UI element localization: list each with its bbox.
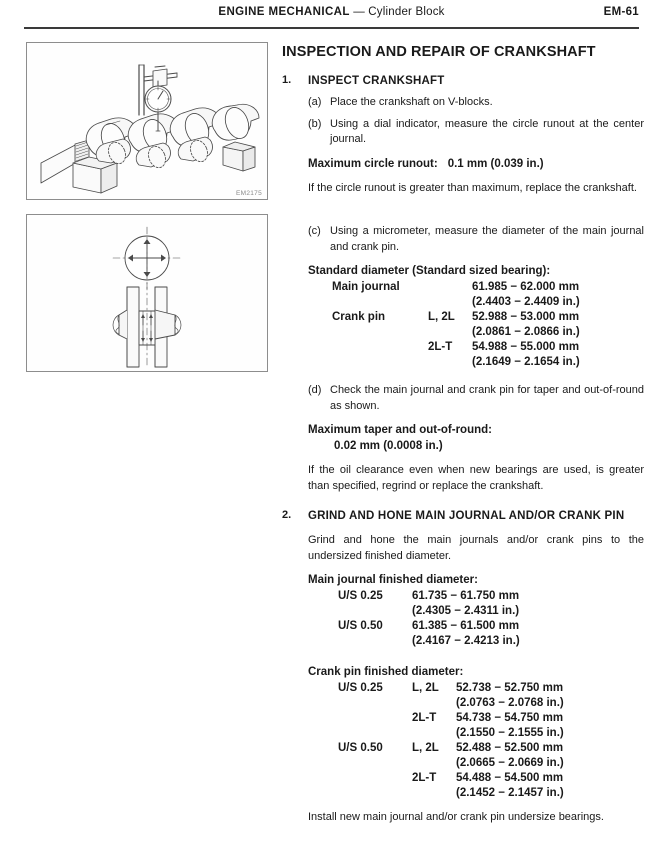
row-value: 61.735 − 61.750 mm bbox=[412, 590, 520, 602]
row-variant: L, 2L bbox=[412, 682, 439, 694]
table-row bbox=[308, 741, 564, 756]
row-label bbox=[308, 634, 412, 649]
row-label bbox=[308, 756, 412, 771]
figure-caption: EM2175 bbox=[235, 190, 262, 197]
row-variant bbox=[428, 295, 472, 310]
row-variant bbox=[412, 786, 456, 801]
taper-out-of-round-illustration bbox=[27, 215, 267, 371]
substep-b-text: Using a dial indicator, measure the circle runout at the center journal. bbox=[330, 117, 644, 145]
row-label bbox=[308, 726, 412, 741]
table-row bbox=[308, 756, 564, 771]
figure-crankshaft-on-v-blocks bbox=[26, 42, 268, 200]
table-row bbox=[308, 619, 520, 634]
row-value: (2.0763 − 2.0768 in.) bbox=[456, 697, 564, 709]
standard-diameter-heading: Standard diameter (Standard sized bearing): bbox=[308, 265, 551, 277]
step-2-paragraph-2: Install new main journal and/or crank pin undersize bearings. bbox=[308, 811, 604, 823]
row-value: (2.1649 − 2.1654 in.) bbox=[472, 356, 580, 368]
spec-maximum-circle-runout bbox=[308, 157, 644, 172]
row-variant: 2L-T bbox=[428, 341, 453, 353]
row-value: (2.1550 − 2.1555 in.) bbox=[456, 727, 564, 739]
step-1-paragraph-1: If the circle runout is greater than maximum, replace the crankshaft. bbox=[308, 181, 637, 194]
illustration-column bbox=[26, 42, 268, 372]
table-row bbox=[308, 604, 520, 619]
page-header-title bbox=[0, 6, 663, 18]
table-row bbox=[308, 325, 580, 340]
row-label bbox=[308, 355, 428, 370]
substep-a-letter: (a) bbox=[308, 96, 322, 108]
row-label: U/S 0.50 bbox=[338, 742, 383, 754]
row-label bbox=[308, 771, 412, 786]
crank-pin-finished-table bbox=[308, 681, 564, 801]
row-label: U/S 0.25 bbox=[338, 682, 383, 694]
row-label bbox=[308, 340, 428, 355]
substep-c bbox=[308, 224, 644, 255]
table-row bbox=[308, 355, 580, 370]
step-2-heading: GRIND AND HONE MAIN JOURNAL AND/OR CRANK PIN bbox=[308, 510, 625, 522]
table-row bbox=[308, 771, 564, 786]
row-value: 54.488 − 54.500 mm bbox=[456, 772, 564, 784]
page-header bbox=[0, 6, 663, 26]
row-label bbox=[308, 295, 428, 310]
step-2-paragraph-1: Grind and hone the main journals and/or crank pins to the undersized finished diameter. bbox=[308, 534, 644, 562]
row-variant bbox=[428, 280, 472, 295]
main-journal-finished-table bbox=[308, 589, 520, 649]
content-column bbox=[282, 44, 644, 826]
substep-b bbox=[308, 117, 644, 148]
row-value: 52.738 − 52.750 mm bbox=[456, 682, 564, 694]
row-variant bbox=[412, 696, 456, 711]
page-title: INSPECTION AND REPAIR OF CRANKSHAFT bbox=[282, 44, 596, 60]
row-value: 61.385 − 61.500 mm bbox=[412, 620, 520, 632]
row-variant bbox=[428, 355, 472, 370]
substep-d-text: Check the main journal and crank pin for taper and out-of-round as shown. bbox=[330, 384, 644, 412]
step-1-paragraph-2: If the oil clearance even when new bearings are used, is greater than specified, regrind or replace the crankshaft. bbox=[308, 464, 644, 492]
row-label: Crank pin bbox=[332, 311, 386, 323]
row-label bbox=[308, 696, 412, 711]
row-label: U/S 0.50 bbox=[338, 620, 383, 632]
table-row bbox=[308, 681, 564, 696]
standard-diameter-table bbox=[308, 280, 580, 370]
table-row bbox=[308, 295, 580, 310]
substep-a-text: Place the crankshaft on V-blocks. bbox=[330, 96, 493, 108]
row-label bbox=[308, 325, 428, 340]
row-value: (2.4403 − 2.4409 in.) bbox=[472, 296, 580, 308]
table-row bbox=[308, 589, 520, 604]
row-variant: L, 2L bbox=[428, 311, 455, 323]
row-value: (2.1452 − 2.1457 in.) bbox=[456, 787, 564, 799]
table-row bbox=[308, 711, 564, 726]
table-row bbox=[308, 280, 580, 295]
spec-maximum-taper-value: 0.02 mm (0.0008 in.) bbox=[334, 440, 443, 452]
row-value: (2.4305 − 2.4311 in.) bbox=[412, 605, 520, 617]
main-journal-finished-heading: Main journal finished diameter: bbox=[308, 574, 478, 586]
row-label bbox=[308, 604, 412, 619]
substep-c-text: Using a micrometer, measure the diameter of the main journal and crank pin. bbox=[330, 225, 644, 253]
step-1-number: 1. bbox=[282, 74, 292, 86]
row-value: (2.0665 − 2.0669 in.) bbox=[456, 757, 564, 769]
table-row bbox=[308, 634, 520, 649]
table-row bbox=[308, 786, 564, 801]
substep-d-letter: (d) bbox=[308, 384, 322, 396]
row-value: 54.738 − 54.750 mm bbox=[456, 712, 564, 724]
row-value: (2.4167 − 2.4213 in.) bbox=[412, 635, 520, 647]
step-2 bbox=[282, 509, 644, 524]
table-row bbox=[308, 726, 564, 741]
table-row bbox=[308, 696, 564, 711]
page-number: EM-61 bbox=[603, 6, 639, 18]
row-variant: 2L-T bbox=[412, 712, 437, 724]
row-label: Main journal bbox=[332, 281, 400, 293]
spec-value: 0.1 mm (0.039 in.) bbox=[447, 157, 544, 170]
substep-d bbox=[308, 383, 644, 414]
row-variant: L, 2L bbox=[412, 742, 439, 754]
step-1-heading: INSPECT CRANKSHAFT bbox=[308, 75, 445, 87]
page-header-manual-name: ENGINE MECHANICAL bbox=[218, 6, 350, 18]
row-label bbox=[308, 786, 412, 801]
row-value: 61.985 − 62.000 mm bbox=[472, 281, 580, 293]
page-header-chapter-name: Cylinder Block bbox=[368, 6, 445, 18]
row-label: U/S 0.25 bbox=[338, 590, 383, 602]
crankshaft-dial-indicator-illustration bbox=[27, 43, 267, 199]
row-variant bbox=[412, 726, 456, 741]
row-variant: 2L-T bbox=[412, 772, 437, 784]
step-1 bbox=[282, 74, 644, 89]
row-label bbox=[308, 711, 412, 726]
row-value: (2.0861 − 2.0866 in.) bbox=[472, 326, 580, 338]
row-value: 52.488 − 52.500 mm bbox=[456, 742, 564, 754]
figure-taper-out-of-round bbox=[26, 214, 268, 372]
row-variant bbox=[412, 756, 456, 771]
spec-label: Maximum circle runout: bbox=[308, 157, 438, 170]
row-value: 54.988 − 55.000 mm bbox=[472, 341, 580, 353]
table-row bbox=[308, 310, 580, 325]
row-value: 52.988 − 53.000 mm bbox=[472, 311, 580, 323]
table-row bbox=[308, 340, 580, 355]
page-header-dash: — bbox=[353, 6, 365, 18]
row-variant bbox=[428, 325, 472, 340]
spec-maximum-taper-heading: Maximum taper and out-of-round: bbox=[308, 424, 492, 436]
step-2-number: 2. bbox=[282, 509, 292, 521]
substep-b-letter: (b) bbox=[308, 117, 322, 130]
crank-pin-finished-heading: Crank pin finished diameter: bbox=[308, 666, 464, 678]
substep-c-letter: (c) bbox=[308, 225, 321, 237]
header-divider-rule bbox=[24, 27, 639, 29]
substep-a bbox=[308, 95, 644, 111]
